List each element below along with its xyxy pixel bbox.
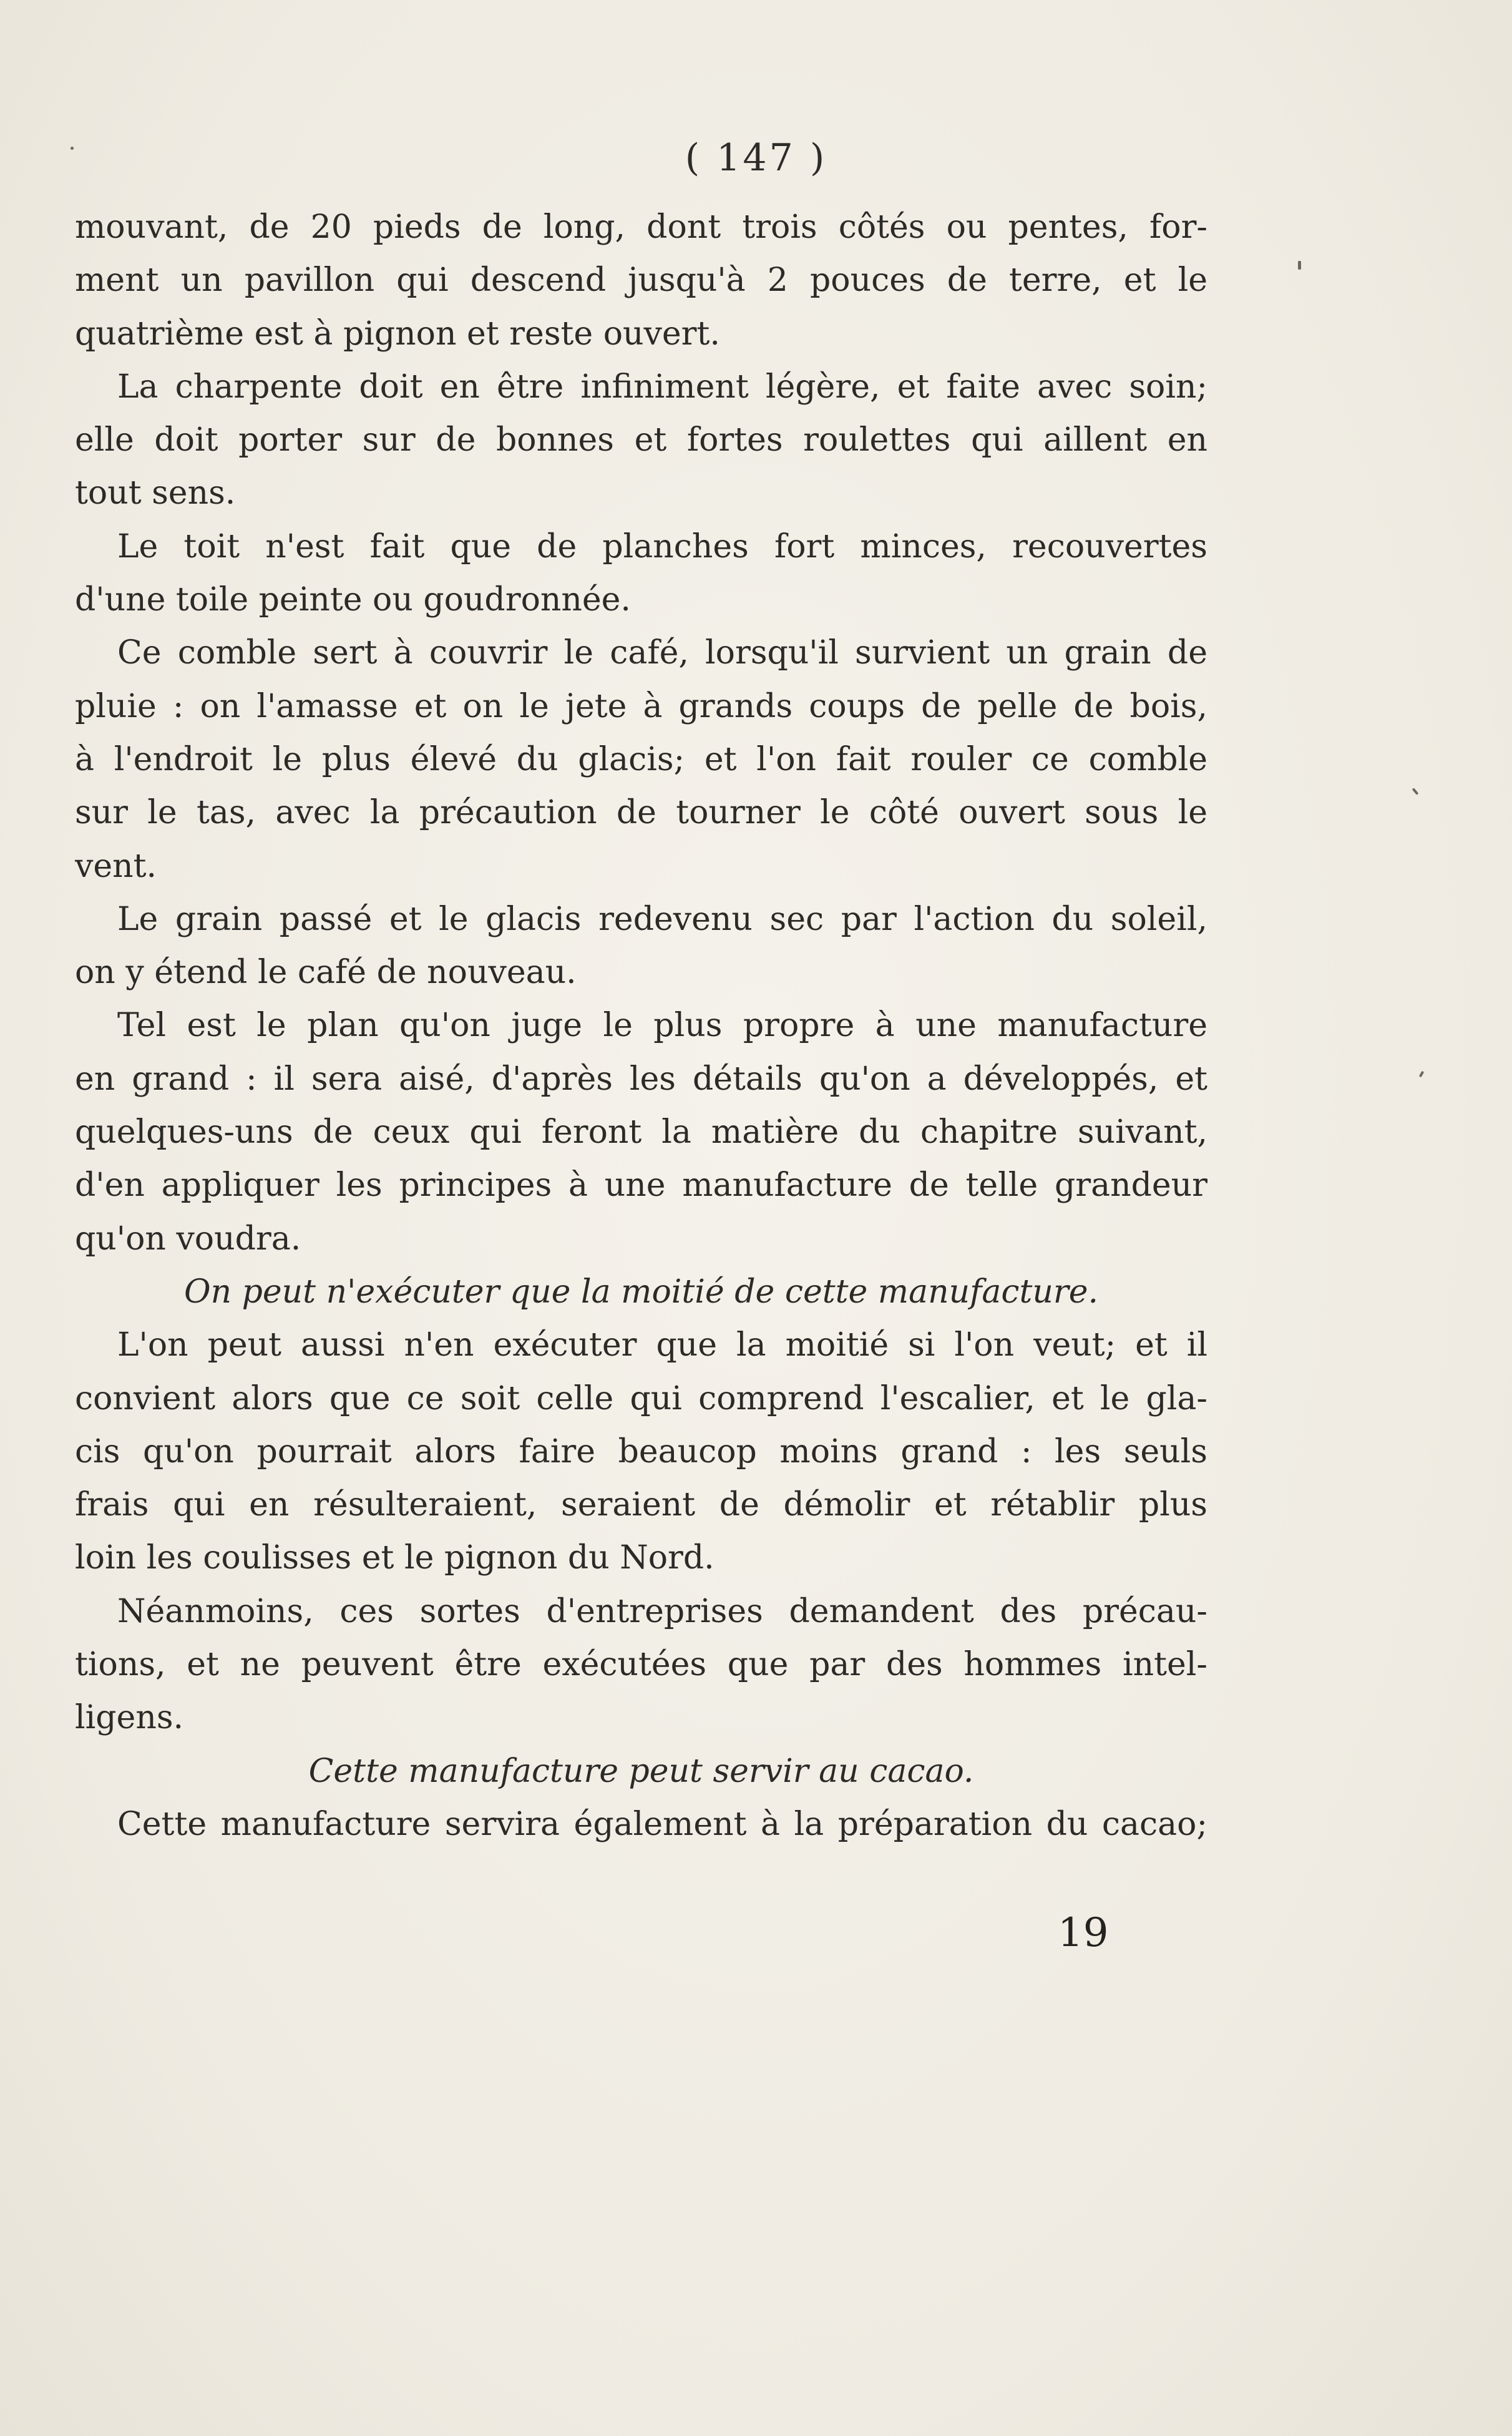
text-line: tout sens. xyxy=(75,474,236,512)
text-line: quatrième est à pignon et reste ouvert. xyxy=(75,315,720,353)
text-line: elle doit porter sur de bonnes et fortes roulettes qui aillent en xyxy=(75,421,1207,459)
text-line: La charpente doit en être infiniment légère, et faite avec soin; xyxy=(117,368,1207,406)
page-number-header: ( 147 ) xyxy=(685,136,827,180)
text-line: Cette manufacture servira également à la préparation du cacao; xyxy=(117,1805,1207,1843)
text-line: ligens. xyxy=(75,1699,184,1737)
text-line: Néanmoins, ces sortes d'entreprises demandent des précau- xyxy=(117,1592,1207,1630)
paper-speck xyxy=(1298,261,1301,270)
text-line: L'on peut aussi n'en exécuter que la moitié si l'on veut; et il xyxy=(117,1326,1207,1364)
text-line: tions, et ne peuvent être exécutées que par des hommes intel- xyxy=(75,1646,1207,1684)
text-line: Le toit n'est fait que de planches fort minces, recouvertes xyxy=(117,527,1207,565)
text-line: loin les coulisses et le pignon du Nord. xyxy=(75,1539,715,1577)
signature-mark: 19 xyxy=(1058,1910,1109,1956)
paper-speck xyxy=(71,147,74,150)
text-line: Ce comble sert à couvrir le café, lorsqu'il survient un grain de xyxy=(117,634,1207,672)
text-line: pluie : on l'amasse et on le jete à grands coups de pelle de bois, xyxy=(75,687,1207,725)
text-line: qu'on voudra. xyxy=(75,1220,301,1258)
paper-speck xyxy=(1412,788,1419,795)
text-line: sur le tas, avec la précaution de tourner le côté ouvert sous le xyxy=(75,794,1207,832)
text-line: Tel est le plan qu'on juge le plus propre à une manufacture xyxy=(117,1007,1207,1045)
text-line: convient alors que ce soit celle qui comprend l'escalier, et le gla- xyxy=(75,1379,1207,1417)
text-line: d'en appliquer les principes à une manufacture de telle grandeur xyxy=(75,1167,1207,1205)
text-line: ment un pavillon qui descend jusqu'à 2 pouces de terre, et le xyxy=(75,262,1207,300)
body-text xyxy=(75,201,1207,1851)
text-line: mouvant, de 20 pieds de long, dont trois côtés ou pentes, for- xyxy=(75,208,1207,246)
text-line: à l'endroit le plus élevé du glacis; et l'on fait rouler ce comble xyxy=(75,740,1207,778)
text-line: on y étend le café de nouveau. xyxy=(75,954,577,992)
text-line: en grand : il sera aisé, d'après les détails qu'on a développés, et xyxy=(75,1060,1207,1098)
paper-speck xyxy=(1419,1071,1424,1078)
text-line: cis qu'on pourrait alors faire beaucop moins grand : les seuls xyxy=(75,1432,1207,1470)
text-line: vent. xyxy=(75,847,157,885)
section-heading: Cette manufacture peut servir au cacao. xyxy=(308,1752,974,1790)
text-line: frais qui en résulteraient, seraient de démolir et rétablir plus xyxy=(75,1486,1207,1524)
text-line: d'une toile peinte ou goudronnée. xyxy=(75,581,631,619)
section-heading: On peut n'exécuter que la moitié de cette manufacture. xyxy=(183,1273,1099,1311)
text-line: Le grain passé et le glacis redevenu sec par l'action du soleil, xyxy=(117,900,1207,938)
text-line: quelques-uns de ceux qui feront la matière du chapitre suivant, xyxy=(75,1113,1207,1152)
